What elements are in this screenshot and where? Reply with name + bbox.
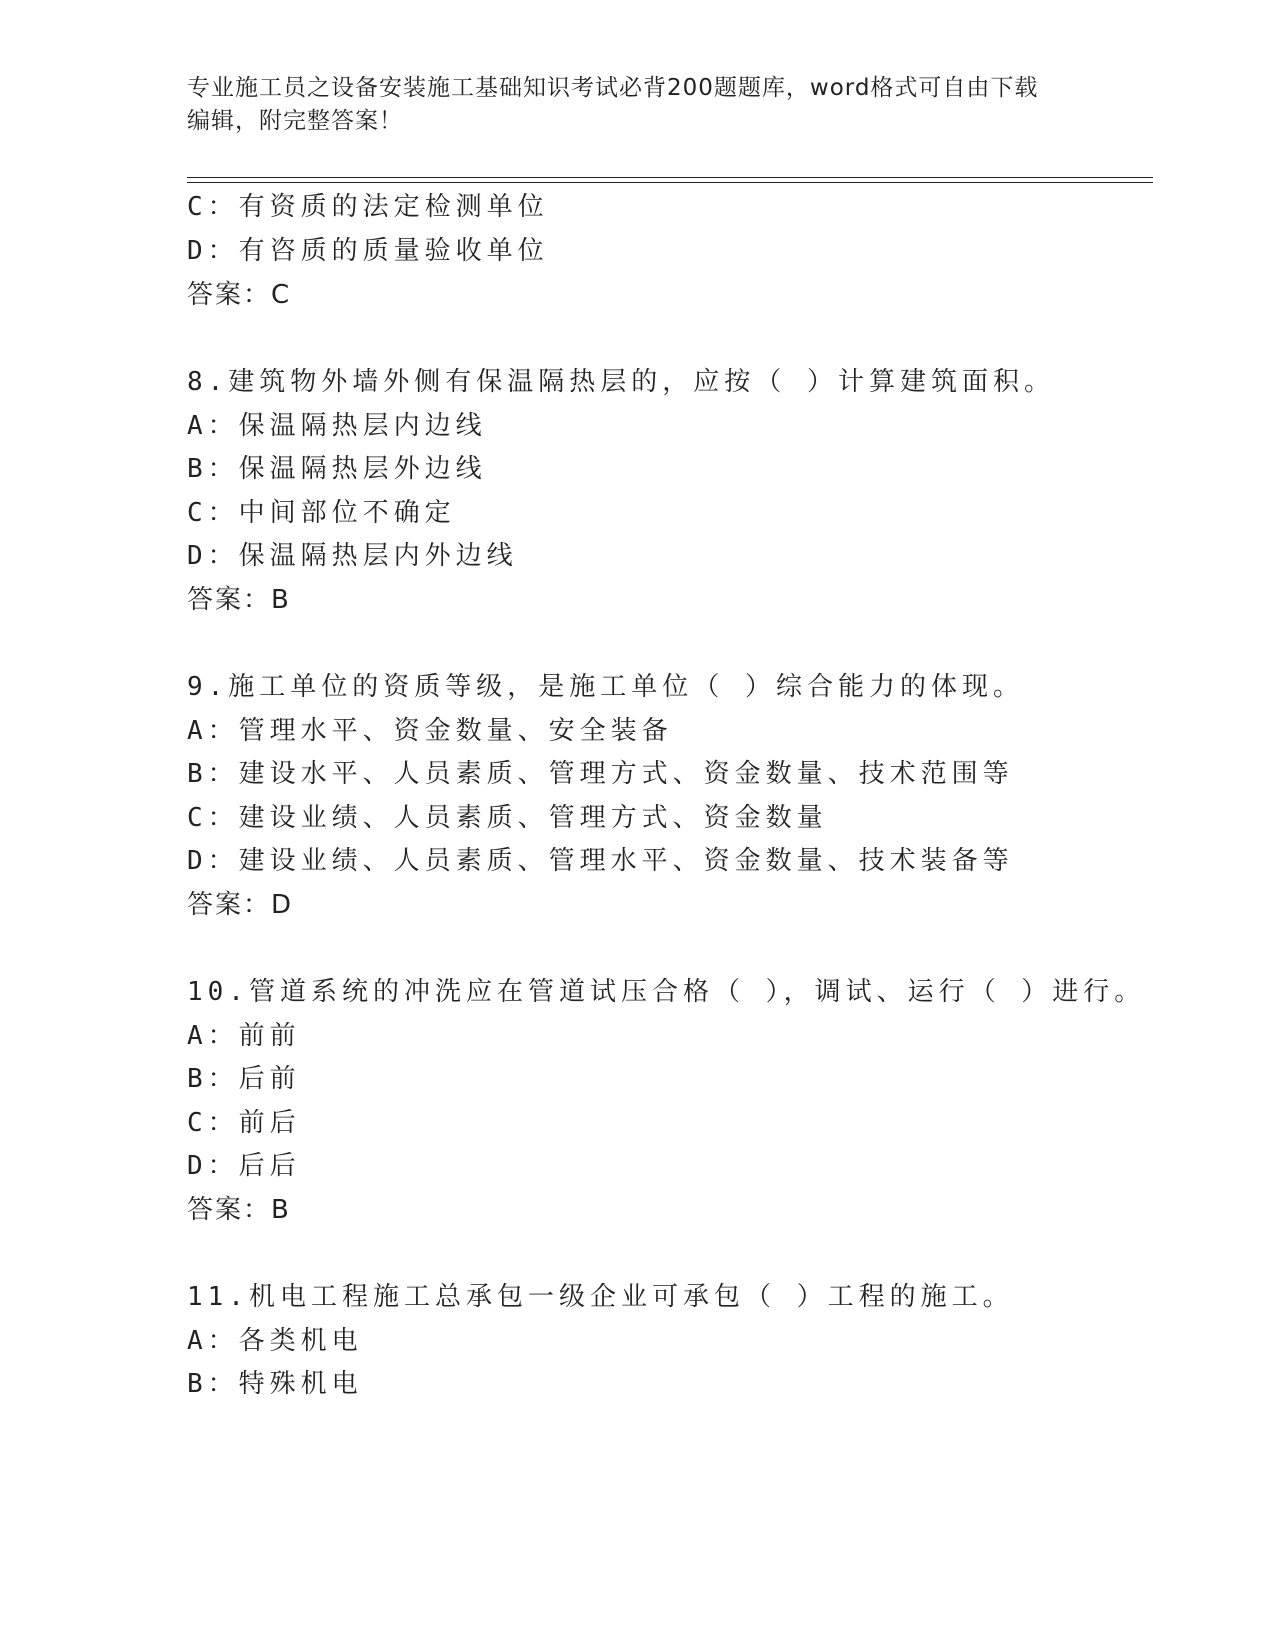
- q9-option-d: D：建设业绩、人员素质、管理水平、资金数量、技术装备等: [187, 846, 1014, 876]
- document-header: [187, 72, 1087, 138]
- q10-option-d: D：后后: [187, 1151, 301, 1181]
- q9-stem: 9.施工单位的资质等级，是施工单位（ ）综合能力的体现。: [187, 672, 1024, 702]
- q7-option-c: C：有资质的法定检测单位: [187, 192, 549, 222]
- q11-stem: 11.机电工程施工总承包一级企业可承包（ ）工程的施工。: [187, 1282, 1014, 1312]
- q8-option-b: B：保温隔热层外边线: [187, 454, 487, 484]
- q10-answer: 答案：B: [187, 1195, 291, 1225]
- header-divider-top: [187, 177, 1153, 178]
- q10-option-a: A：前前: [187, 1021, 301, 1051]
- q10-option-c: C：前后: [187, 1108, 301, 1138]
- q8-option-c: C：中间部位不确定: [187, 498, 456, 528]
- q9-option-c: C：建设业绩、人员素质、管理方式、资金数量: [187, 803, 828, 833]
- q11-option-a: A：各类机电: [187, 1326, 363, 1356]
- header-title-line-2: 编辑，附完整答案！: [187, 108, 403, 134]
- header-title-line-1: 专业施工员之设备安装施工基础知识考试必背200题题库，word格式可自由下载: [187, 75, 1039, 101]
- q7-answer: 答案：C: [187, 280, 292, 310]
- q8-stem: 8.建筑物外墙外侧有保温隔热层的，应按（ ）计算建筑面积。: [187, 367, 1055, 397]
- q7-option-d: D：有咨质的质量验收单位: [187, 236, 549, 266]
- q8-answer: 答案：B: [187, 585, 291, 615]
- q8-option-d: D：保温隔热层内外边线: [187, 541, 518, 571]
- q9-answer: 答案：D: [187, 890, 294, 920]
- q9-option-a: A：管理水平、资金数量、安全装备: [187, 716, 673, 746]
- q8-option-a: A：保温隔热层内边线: [187, 411, 487, 441]
- q11-option-b: B：特殊机电: [187, 1369, 363, 1399]
- q10-option-b: B：后前: [187, 1064, 301, 1094]
- q10-stem: 10.管道系统的冲洗应在管道试压合格（ ），调试、运行（ ）进行。: [187, 977, 1146, 1007]
- q9-option-b: B：建设水平、人员素质、管理方式、资金数量、技术范围等: [187, 759, 1014, 789]
- header-divider-bottom: [187, 182, 1153, 183]
